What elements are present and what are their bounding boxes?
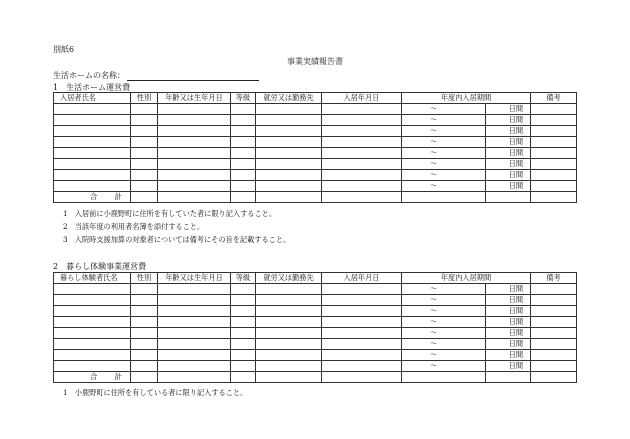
period-days-unit: 日間 <box>486 284 531 295</box>
remarks-cell <box>531 350 577 361</box>
remarks-cell <box>531 361 577 372</box>
period-tilde: ～ <box>402 328 486 339</box>
move-in-cell <box>322 115 402 126</box>
total-cell <box>531 372 577 383</box>
move-in-cell <box>322 148 402 159</box>
document-title: 事業実績報告書 <box>287 57 343 66</box>
move-in-cell <box>322 170 402 181</box>
period-tilde: ～ <box>402 137 486 148</box>
move-in-cell <box>322 137 402 148</box>
name-cell <box>54 317 131 328</box>
workplace-cell <box>256 328 322 339</box>
table-row <box>54 328 577 339</box>
period-tilde: ～ <box>402 284 486 295</box>
workplace-cell <box>256 317 322 328</box>
name-cell <box>54 306 131 317</box>
total-cell <box>231 192 256 203</box>
section2-note-1: 1 小鹿野町に住所を有している者に限り記入すること。 <box>63 388 248 397</box>
name-cell <box>54 159 131 170</box>
period-tilde: ～ <box>402 295 486 306</box>
grade-cell <box>231 148 256 159</box>
grade-cell <box>231 350 256 361</box>
section2-header-row <box>54 273 577 284</box>
header-gender: 性別 <box>131 93 158 104</box>
grade-cell <box>231 306 256 317</box>
total-label: 合 計 <box>54 192 131 203</box>
table-row <box>54 317 577 328</box>
name-cell <box>54 361 131 372</box>
period-tilde: ～ <box>402 339 486 350</box>
age-cell <box>158 284 231 295</box>
gender-cell <box>131 137 158 148</box>
period-days-unit: 日間 <box>486 306 531 317</box>
table-row <box>54 350 577 361</box>
workplace-cell <box>256 126 322 137</box>
gender-cell <box>131 181 158 192</box>
name-cell <box>54 328 131 339</box>
move-in-cell <box>322 284 402 295</box>
age-cell <box>158 317 231 328</box>
table-row <box>54 339 577 350</box>
table-row <box>54 295 577 306</box>
move-in-cell <box>322 350 402 361</box>
grade-cell <box>231 361 256 372</box>
age-cell <box>158 148 231 159</box>
period-days-unit: 日間 <box>486 361 531 372</box>
remarks-cell <box>531 148 577 159</box>
total-cell <box>131 372 158 383</box>
period-tilde: ～ <box>402 170 486 181</box>
name-cell <box>54 170 131 181</box>
move-in-cell <box>322 104 402 115</box>
period-days-unit: 日間 <box>486 181 531 192</box>
gender-cell <box>131 148 158 159</box>
period-tilde: ～ <box>402 104 486 115</box>
remarks-cell <box>531 170 577 181</box>
total-cell <box>322 192 402 203</box>
table-row <box>54 284 577 295</box>
period-days-unit: 日間 <box>486 126 531 137</box>
header-residence-period: 年度内入居期間 <box>402 273 531 284</box>
period-tilde: ～ <box>402 317 486 328</box>
table-row <box>54 137 577 148</box>
grade-cell <box>231 159 256 170</box>
header-grade: 等級 <box>231 273 256 284</box>
age-cell <box>158 306 231 317</box>
age-cell <box>158 295 231 306</box>
section2-table <box>53 272 577 383</box>
header-age-birthdate: 年齢又は生年月日 <box>158 273 231 284</box>
age-cell <box>158 104 231 115</box>
table-row <box>54 170 577 181</box>
name-cell <box>54 137 131 148</box>
total-cell <box>486 192 531 203</box>
total-cell <box>158 372 231 383</box>
grade-cell <box>231 137 256 148</box>
workplace-cell <box>256 148 322 159</box>
home-name-blank <box>127 71 259 81</box>
period-days-unit: 日間 <box>486 170 531 181</box>
name-cell <box>54 126 131 137</box>
header-resident-name: 入居者氏名 <box>54 93 131 104</box>
gender-cell <box>131 317 158 328</box>
table-row <box>54 104 577 115</box>
total-cell <box>531 192 577 203</box>
name-cell <box>54 148 131 159</box>
period-days-unit: 日間 <box>486 295 531 306</box>
header-move-in-date: 入居年月日 <box>322 93 402 104</box>
remarks-cell <box>531 328 577 339</box>
workplace-cell <box>256 115 322 126</box>
section1-note-2: 2 当該年度の利用者名簿を添付すること。 <box>63 222 205 231</box>
gender-cell <box>131 115 158 126</box>
move-in-cell <box>322 159 402 170</box>
period-days-unit: 日間 <box>486 104 531 115</box>
remarks-cell <box>531 159 577 170</box>
move-in-cell <box>322 361 402 372</box>
header-grade: 等級 <box>231 93 256 104</box>
period-tilde: ～ <box>402 115 486 126</box>
period-days-unit: 日間 <box>486 328 531 339</box>
period-tilde: ～ <box>402 159 486 170</box>
age-cell <box>158 339 231 350</box>
workplace-cell <box>256 104 322 115</box>
total-cell <box>486 372 531 383</box>
total-cell <box>158 192 231 203</box>
total-cell <box>231 372 256 383</box>
grade-cell <box>231 339 256 350</box>
total-row <box>54 372 577 383</box>
grade-cell <box>231 295 256 306</box>
grade-cell <box>231 126 256 137</box>
grade-cell <box>231 104 256 115</box>
gender-cell <box>131 350 158 361</box>
home-name-field <box>53 70 259 81</box>
workplace-cell <box>256 159 322 170</box>
grade-cell <box>231 284 256 295</box>
grade-cell <box>231 181 256 192</box>
remarks-cell <box>531 137 577 148</box>
gender-cell <box>131 159 158 170</box>
period-days-unit: 日間 <box>486 159 531 170</box>
name-cell <box>54 284 131 295</box>
total-cell <box>402 192 486 203</box>
name-cell <box>54 350 131 361</box>
move-in-cell <box>322 306 402 317</box>
total-cell <box>131 192 158 203</box>
workplace-cell <box>256 181 322 192</box>
header-workplace: 就労又は勤務先 <box>256 273 322 284</box>
gender-cell <box>131 295 158 306</box>
form-number: 別紙6 <box>53 45 75 54</box>
total-row <box>54 192 577 203</box>
age-cell <box>158 170 231 181</box>
total-cell <box>402 372 486 383</box>
age-cell <box>158 361 231 372</box>
table-row <box>54 361 577 372</box>
period-days-unit: 日間 <box>486 317 531 328</box>
gender-cell <box>131 328 158 339</box>
move-in-cell <box>322 181 402 192</box>
table-row <box>54 306 577 317</box>
grade-cell <box>231 170 256 181</box>
gender-cell <box>131 339 158 350</box>
workplace-cell <box>256 350 322 361</box>
section1-title: 1 生活ホーム運営費 <box>53 83 131 92</box>
header-remarks: 備考 <box>531 273 577 284</box>
name-cell <box>54 104 131 115</box>
section1-note-3: 3 入院時支援加算の対象者については備考にその旨を記載すること。 <box>63 235 291 244</box>
home-name-label: 生活ホームの名称： <box>53 71 125 80</box>
table-row <box>54 159 577 170</box>
name-cell <box>54 115 131 126</box>
remarks-cell <box>531 306 577 317</box>
header-residence-period: 年度内入居期間 <box>402 93 531 104</box>
name-cell <box>54 181 131 192</box>
age-cell <box>158 137 231 148</box>
age-cell <box>158 350 231 361</box>
period-tilde: ～ <box>402 181 486 192</box>
remarks-cell <box>531 104 577 115</box>
age-cell <box>158 328 231 339</box>
gender-cell <box>131 306 158 317</box>
remarks-cell <box>531 181 577 192</box>
name-cell <box>54 295 131 306</box>
age-cell <box>158 115 231 126</box>
total-cell <box>256 372 322 383</box>
period-days-unit: 日間 <box>486 115 531 126</box>
table-row <box>54 115 577 126</box>
move-in-cell <box>322 295 402 306</box>
period-days-unit: 日間 <box>486 137 531 148</box>
move-in-cell <box>322 328 402 339</box>
workplace-cell <box>256 339 322 350</box>
workplace-cell <box>256 284 322 295</box>
period-tilde: ～ <box>402 361 486 372</box>
age-cell <box>158 126 231 137</box>
workplace-cell <box>256 295 322 306</box>
grade-cell <box>231 115 256 126</box>
workplace-cell <box>256 306 322 317</box>
period-tilde: ～ <box>402 126 486 137</box>
header-workplace: 就労又は勤務先 <box>256 93 322 104</box>
name-cell <box>54 339 131 350</box>
period-tilde: ～ <box>402 350 486 361</box>
move-in-cell <box>322 317 402 328</box>
table-row <box>54 126 577 137</box>
period-days-unit: 日間 <box>486 350 531 361</box>
period-days-unit: 日間 <box>486 339 531 350</box>
table-row <box>54 148 577 159</box>
workplace-cell <box>256 361 322 372</box>
gender-cell <box>131 361 158 372</box>
remarks-cell <box>531 284 577 295</box>
workplace-cell <box>256 170 322 181</box>
remarks-cell <box>531 339 577 350</box>
section2-title: 2 暮らし体験事業運営費 <box>53 262 147 271</box>
workplace-cell <box>256 137 322 148</box>
gender-cell <box>131 126 158 137</box>
total-label: 合 計 <box>54 372 131 383</box>
header-move-in-date: 入居年月日 <box>322 273 402 284</box>
remarks-cell <box>531 295 577 306</box>
remarks-cell <box>531 115 577 126</box>
move-in-cell <box>322 126 402 137</box>
section1-note-1: 1 入居前に小鹿野町に住所を有していた者に限り記入すること。 <box>63 209 277 218</box>
table-row <box>54 181 577 192</box>
gender-cell <box>131 104 158 115</box>
gender-cell <box>131 170 158 181</box>
remarks-cell <box>531 126 577 137</box>
gender-cell <box>131 284 158 295</box>
header-remarks: 備考 <box>531 93 577 104</box>
age-cell <box>158 159 231 170</box>
period-days-unit: 日間 <box>486 148 531 159</box>
age-cell <box>158 181 231 192</box>
grade-cell <box>231 328 256 339</box>
header-age-birthdate: 年齢又は生年月日 <box>158 93 231 104</box>
section1-table <box>53 92 577 203</box>
header-experience-name: 暮らし体験者氏名 <box>54 273 131 284</box>
total-cell <box>322 372 402 383</box>
remarks-cell <box>531 317 577 328</box>
grade-cell <box>231 317 256 328</box>
header-gender: 性別 <box>131 273 158 284</box>
move-in-cell <box>322 339 402 350</box>
period-tilde: ～ <box>402 306 486 317</box>
total-cell <box>256 192 322 203</box>
period-tilde: ～ <box>402 148 486 159</box>
section1-header-row <box>54 93 577 104</box>
